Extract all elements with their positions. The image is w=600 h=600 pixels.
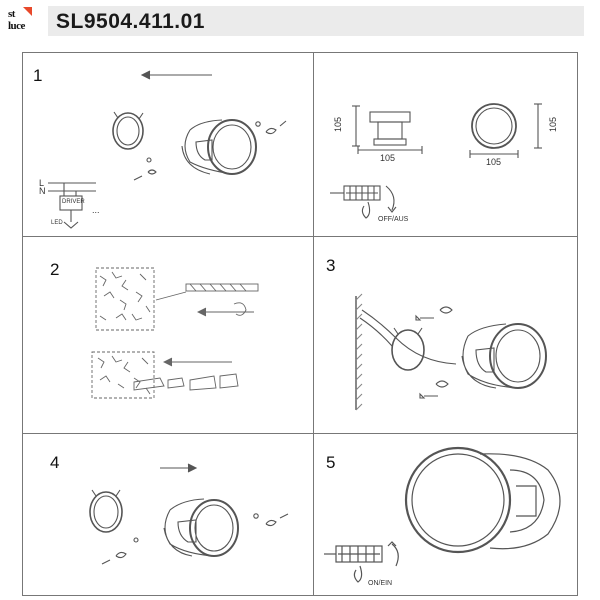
logo-text-bottom: luce xyxy=(8,20,25,32)
step-2-number: 2 xyxy=(50,260,60,279)
front-height-label: 105 xyxy=(333,116,343,132)
led-label: LED xyxy=(51,220,63,226)
switch-arrow xyxy=(392,544,398,566)
step-4-number: 4 xyxy=(50,453,60,472)
wire-label-n: N xyxy=(39,186,46,196)
lamp-grille xyxy=(516,486,536,516)
switch-off-label: OFF/AUS xyxy=(378,216,409,223)
more-dots: ... xyxy=(92,205,100,215)
lamp-body-outline xyxy=(480,454,560,549)
logo-text-top: st xyxy=(8,8,15,20)
lamp-front-ring xyxy=(406,448,510,552)
model-number: SL9504.411.01 xyxy=(56,10,205,33)
switch-on-label: ON/EIN xyxy=(368,580,393,587)
side-width-label: 105 xyxy=(486,157,502,167)
finger-icon xyxy=(354,566,361,582)
step-3-number: 3 xyxy=(326,256,336,275)
step-5-number: 5 xyxy=(326,453,336,472)
step-1-number: 1 xyxy=(33,66,43,85)
wire-label-l: L xyxy=(39,178,45,188)
front-width-label: 105 xyxy=(380,153,396,163)
driver-label: DRIVER xyxy=(62,199,85,205)
side-height-label: 105 xyxy=(548,116,558,132)
